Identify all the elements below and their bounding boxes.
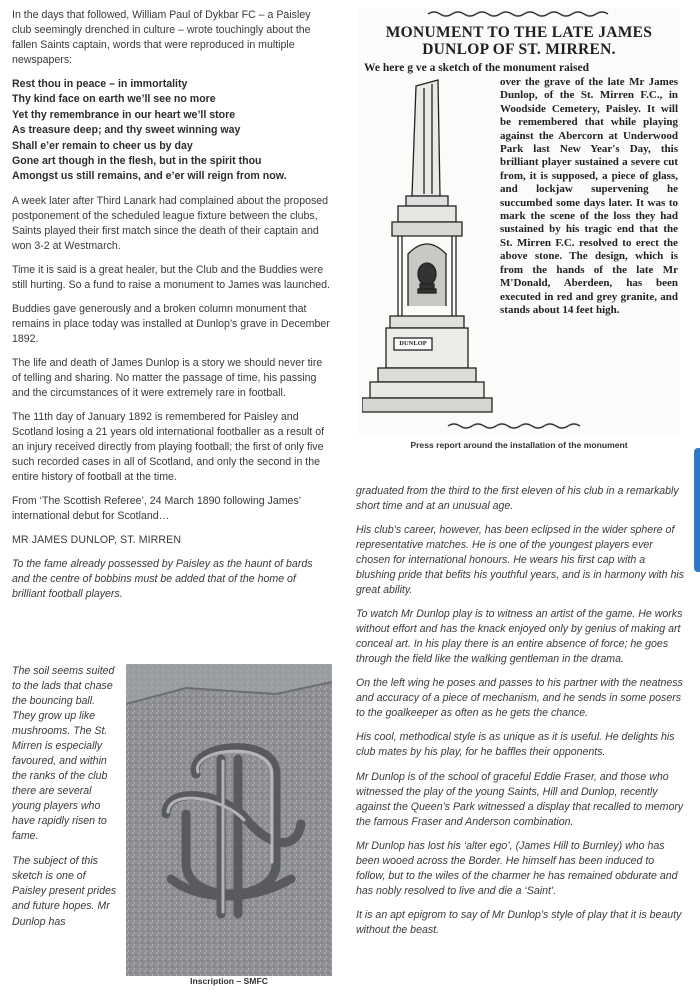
poem-line: Thy kind face on earth we’ll see no more (12, 93, 216, 106)
press-body: over the grave of the late Mr James Dunlop, of the St. Mirren F.C., in Woodside Cemetery, Paisley. It will be remembered that while playing against the Abercorn at Underwood Park last New Year's Day, this brilliant player sustained a severe cut from, it is supposed, a piece of glass, and lockjaw supervening he succumbed some days later. It was to mark the scene of the loss they had sustained by his tragic end that the St. Mirren F.C. resolved to erect the above stone. The design, which is from the hands of the late Mr M'Donald, Aberdeen, has been executed in red and grey granite, and stands about 14 feet high. (500, 76, 678, 316)
body-paragraph: Time it is said is a great healer, but the Club and the Buddies were still hurting. So a fund to raise a monument to James was launched. (12, 263, 330, 291)
body-paragraph: Buddies gave generously and a broken column monument that remains in place today was installed at Dunlop’s grave in December 1892. (12, 302, 330, 345)
press-lead: We here g ve a sketch of the monument raised (364, 62, 589, 74)
body-paragraph: A week later after Third Lanark had complained about the proposed postponement of the scheduled league fixture between the clubs, Saints played their first match since the death of their captain and won 3-2 at Westmarch. (12, 194, 329, 252)
referee-intro: To the fame already possessed by Paisley as the haunt of bards and the centre of bobbins must be added that of the home of brilliant football players. (12, 558, 313, 601)
inscription-photo (126, 664, 332, 976)
press-title-line: MONUMENT TO THE LATE JAMES (385, 24, 653, 41)
page-edge-tab[interactable] (694, 448, 700, 572)
narrow-column (12, 664, 120, 940)
body-paragraph: The life and death of James Dunlop is a story we should never tire of telling and sharing. No matter the passage of time, his passing and the circumstances of it were extremely rare in football. (12, 356, 323, 399)
body-paragraph: graduated from the third to the first eleven of his club in a remarkably short time and at an unusual age. (356, 485, 679, 513)
inscription-section (12, 664, 332, 1000)
intro-paragraph: In the days that followed, William Paul of Dykbar FC – a Paisley club seemingly drenched in culture – wrote touchingly about the fallen Saints captain, words that were reproduced in multiple newspapers: (12, 9, 311, 67)
right-column (356, 484, 686, 947)
body-paragraph: Mr Dunlop is of the school of graceful Eddie Fraser, and those who witnessed the play of the young Saints, Hill and Dunlop, recently against the Queen’s Park witnessed a display that recalled to memory the famous Fraser and Anderson combination. (356, 770, 684, 828)
poem-line: Gone art though in the flesh, but in the spirit thou (12, 154, 262, 167)
monument-sketch (362, 76, 494, 421)
referee-heading: MR JAMES DUNLOP, ST. MIRREN (12, 534, 182, 547)
poem-line: Yet thy remembrance in our heart we’ll store (12, 108, 236, 121)
press-caption: Press report around the installation of the monument (410, 440, 628, 450)
poem-line: Shall e’er remain to cheer us by day (12, 139, 193, 152)
body-paragraph: The 11th day of January 1892 is remembered for Paisley and Scotland losing a 21 years old international footballer as a result of an injury received directly from playing football; the first of only five such recorded cases in all of Scotland, and only the second in the entire history of football at the time. (12, 411, 325, 484)
press-title-line: DUNLOP OF ST. MIRREN. (422, 41, 616, 58)
left-column (12, 8, 332, 611)
poem-line: Amongst us still remains, and e’er will reign from now. (12, 170, 287, 183)
poem-line: As treasure deep; and thy sweet winning way (12, 124, 241, 137)
monument-drawing (362, 76, 494, 416)
poem (12, 77, 332, 185)
granite-monogram-image (126, 664, 332, 976)
body-paragraph: On the left wing he poses and passes to his partner with the neatness and accuracy of a piece of mechanism, and he sends in some posers to the goalkeeper as often as he gets the chance. (356, 677, 683, 720)
body-paragraph: His club’s career, however, has been eclipsed in the wider sphere of representative matches. He is one of the youngest players ever chosen for international honours. He wears his first cap with a blushing pride that befits his youthful years, and is in harmony with his great ability. (356, 524, 684, 597)
body-paragraph: Mr Dunlop has lost his ‘alter ego’, (James Hill to Burnley) who has been wooed across the Border. He himself has been induced to follow, but to the wiles of the charmer he has remained obdurate and has nobly resolved to live and die a ‘Saint’. (356, 839, 678, 897)
poem-line: Rest thou in peace – in immortality (12, 78, 188, 91)
press-clipping (358, 8, 680, 436)
inscription-caption: Inscription – SMFC (190, 976, 268, 986)
narrow-paragraph: The subject of this sketch is one of Paisley present prides and future hopes. Mr Dunlop has (12, 855, 117, 928)
body-paragraph: To watch Mr Dunlop play is to witness an artist of the game. He works without effort and has the knack enjoyed only by genius of making art conceal art. In his play there is an entire absence of force; he goes through the field like the walking gentleman in the drama. (356, 608, 683, 666)
monument-plaque: DUNLOP (399, 340, 427, 347)
body-paragraph: His cool, methodical style is as unique as it is useful. He delights his club mates by his play, for he baffles their opponents. (356, 731, 675, 759)
press-title (358, 24, 680, 58)
body-paragraph: From ‘The Scottish Referee’, 24 March 1890 following James’ international debut for Scotland… (12, 495, 301, 523)
body-paragraph: It is an apt epigrom to say of Mr Dunlop’s style of play that it is beauty without the beast. (356, 908, 682, 936)
narrow-paragraph: The soil seems suited to the lads that chase the bouncing ball. They grow up like mushrooms. The St. Mirren is especially favoured, and within the ranks of the club there are several young players who have rapidly risen to fame. (12, 665, 115, 843)
